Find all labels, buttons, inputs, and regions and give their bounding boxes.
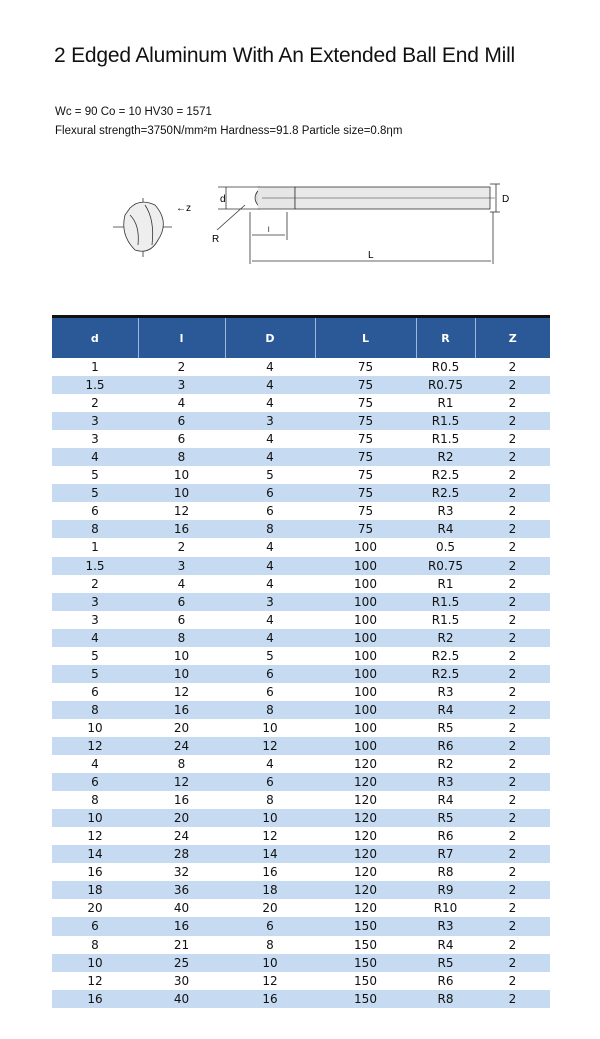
cell-l: 28 [138, 845, 225, 863]
cell-l: 21 [173, 937, 190, 952]
cell-L: 75 [315, 412, 416, 430]
cell-d: 5 [91, 648, 99, 663]
cell-d: 4 [52, 448, 138, 466]
cell-R: R2 [416, 448, 475, 466]
cell-D: 4 [225, 629, 315, 647]
cell-R: R7 [416, 845, 475, 863]
cell-l: 3 [138, 376, 225, 394]
table-row [52, 755, 550, 773]
cell-l: 3 [138, 557, 225, 575]
cell-l: 8 [177, 757, 186, 772]
cell-l: 36 [138, 881, 225, 899]
cell-D: 16 [225, 990, 315, 1008]
cell-l: 12 [138, 773, 225, 791]
cell-Z: 2 [475, 845, 550, 863]
cell-R: R3 [437, 684, 454, 699]
cell-L: 100 [315, 557, 416, 575]
cell-d: 3 [91, 432, 99, 447]
cell-D: 6 [225, 773, 315, 791]
column-header-Z: Z [475, 318, 550, 358]
cell-Z: 2 [475, 990, 550, 1008]
cell-Z: 2 [475, 773, 550, 791]
d-label: d [220, 194, 226, 205]
cell-R: R6 [437, 973, 454, 988]
cell-d: 5 [91, 468, 99, 483]
cell-R: R6 [437, 829, 454, 844]
cell-Z: 2 [475, 520, 550, 538]
cell-L: 100 [354, 648, 377, 663]
cell-R: R6 [416, 737, 475, 755]
table-row [52, 557, 550, 575]
cell-L: 75 [315, 448, 416, 466]
table-row [52, 611, 550, 629]
table-row [52, 845, 550, 863]
cell-L: 150 [354, 973, 377, 988]
cell-L: 75 [357, 468, 374, 483]
cell-d: 4 [52, 629, 138, 647]
table-row [52, 412, 550, 430]
cell-d: 5 [52, 484, 138, 502]
cell-l: 40 [138, 990, 225, 1008]
table-row [52, 990, 550, 1008]
cell-R: R4 [437, 937, 454, 952]
cell-L: 150 [315, 990, 416, 1008]
cell-Z: 2 [475, 809, 550, 827]
cell-d: 2 [91, 576, 99, 591]
cell-L: 100 [354, 612, 377, 627]
cell-L: 75 [315, 484, 416, 502]
column-header-L: L [315, 318, 416, 358]
cell-l: 8 [138, 629, 225, 647]
cell-l: 40 [173, 901, 190, 916]
cell-Z: 2 [475, 593, 550, 611]
cell-R: R9 [416, 881, 475, 899]
cell-R: R5 [437, 720, 454, 735]
R-label: R [212, 234, 220, 245]
cell-L: 120 [354, 901, 377, 916]
cell-Z: 2 [475, 484, 550, 502]
cell-l: 12 [173, 684, 190, 699]
cell-d: 10 [52, 809, 138, 827]
table-row [52, 575, 550, 593]
cell-D: 8 [225, 520, 315, 538]
cell-Z: 2 [475, 376, 550, 394]
cell-d: 1.5 [52, 376, 138, 394]
table-row [52, 394, 550, 412]
cell-d: 3 [91, 612, 99, 627]
cell-d: 6 [91, 504, 99, 519]
cell-D: 4 [225, 557, 315, 575]
cell-Z: 2 [508, 720, 517, 735]
cell-l: 24 [138, 737, 225, 755]
cell-D: 8 [266, 793, 274, 808]
cell-d: 20 [87, 901, 103, 916]
cell-D: 4 [266, 432, 274, 447]
column-header-d: d [52, 318, 138, 358]
cell-R: R3 [437, 504, 454, 519]
column-header-R: R [416, 318, 475, 358]
cell-D: 16 [262, 865, 278, 880]
cell-l: 16 [138, 520, 225, 538]
cell-l: 2 [177, 360, 186, 375]
cell-R: R4 [416, 520, 475, 538]
cell-R: R1.5 [416, 412, 475, 430]
l-label: l [268, 227, 270, 234]
z-label: ←z [176, 203, 191, 214]
cell-D: 3 [225, 412, 315, 430]
table-row [52, 538, 550, 556]
cell-d: 8 [52, 701, 138, 719]
cell-l: 30 [173, 973, 190, 988]
cell-d: 2 [91, 396, 99, 411]
cell-Z: 2 [475, 954, 550, 972]
cell-Z: 2 [508, 468, 517, 483]
cell-L: 100 [354, 540, 377, 555]
cell-Z: 2 [475, 881, 550, 899]
cell-l: 6 [138, 593, 225, 611]
cell-d: 12 [87, 829, 103, 844]
table-row [52, 448, 550, 466]
composition-spec: Wc = 90 Co = 10 HV30 = 1571 [55, 106, 212, 118]
cell-R: R2 [416, 629, 475, 647]
cell-D: 4 [266, 540, 274, 555]
table-row [52, 954, 550, 972]
cell-R: R0.75 [416, 376, 475, 394]
table-row [52, 502, 550, 520]
table-row [52, 593, 550, 611]
cell-d: 12 [87, 973, 103, 988]
table-row [52, 520, 550, 538]
cell-R: R2.5 [431, 468, 460, 483]
cell-L: 100 [354, 720, 377, 735]
cell-D: 8 [225, 701, 315, 719]
cell-l: 12 [173, 504, 190, 519]
cell-l: 10 [173, 648, 190, 663]
cell-L: 120 [315, 809, 416, 827]
cell-L: 100 [315, 629, 416, 647]
cell-D: 18 [225, 881, 315, 899]
cell-d: 10 [87, 720, 103, 735]
table-row [52, 899, 550, 917]
cell-Z: 2 [508, 901, 517, 916]
table-row [52, 358, 550, 376]
cell-Z: 2 [475, 448, 550, 466]
cell-Z: 2 [508, 793, 517, 808]
cell-d: 12 [52, 737, 138, 755]
cell-Z: 2 [508, 648, 517, 663]
cell-D: 6 [225, 917, 315, 935]
cell-l: 6 [177, 432, 186, 447]
cell-Z: 2 [508, 504, 517, 519]
table-row [52, 430, 550, 448]
cell-L: 150 [315, 917, 416, 935]
cell-L: 150 [315, 954, 416, 972]
cell-Z: 2 [508, 829, 517, 844]
table-row [52, 881, 550, 899]
cell-R: R1.5 [416, 593, 475, 611]
cell-d: 4 [91, 757, 99, 772]
cell-L: 120 [315, 881, 416, 899]
cell-d: 1 [91, 360, 99, 375]
cell-d: 14 [52, 845, 138, 863]
cell-L: 75 [357, 360, 374, 375]
cell-L: 100 [354, 576, 377, 591]
page-title: 2 Edged Aluminum With An Extended Ball End Mill [54, 44, 516, 67]
table-row [52, 701, 550, 719]
cell-d: 1 [91, 540, 99, 555]
cell-R: R2 [437, 757, 454, 772]
cell-d: 1.5 [52, 557, 138, 575]
cell-l: 16 [173, 793, 190, 808]
column-header-l: l [138, 318, 225, 358]
cell-Z: 2 [508, 540, 517, 555]
cell-D: 12 [262, 829, 278, 844]
cell-l: 25 [138, 954, 225, 972]
cell-Z: 2 [475, 701, 550, 719]
cell-d: 6 [91, 684, 99, 699]
column-header-D: D [225, 318, 315, 358]
cell-D: 20 [262, 901, 278, 916]
cell-R: R5 [416, 809, 475, 827]
cell-Z: 2 [508, 937, 517, 952]
cell-R: R3 [416, 773, 475, 791]
cell-L: 100 [315, 737, 416, 755]
cell-D: 10 [225, 954, 315, 972]
cell-l: 20 [173, 720, 190, 735]
cell-Z: 2 [508, 612, 517, 627]
cell-R: R4 [416, 701, 475, 719]
cell-Z: 2 [475, 557, 550, 575]
cell-D: 6 [225, 665, 315, 683]
cell-D: 3 [225, 593, 315, 611]
cell-L: 100 [354, 684, 377, 699]
cell-L: 100 [315, 701, 416, 719]
table-row [52, 737, 550, 755]
cell-Z: 2 [508, 757, 517, 772]
cell-D: 14 [225, 845, 315, 863]
cell-l: 16 [138, 701, 225, 719]
table-row [52, 972, 550, 990]
table-row [52, 863, 550, 881]
mechanical-spec: Flexural strength=3750N/mm²m Hardness=91.8 Particle size=0.8ηm [55, 125, 403, 137]
cell-R: R5 [416, 954, 475, 972]
L-label: L [368, 250, 374, 261]
cell-D: 12 [262, 973, 278, 988]
cell-D: 6 [266, 504, 274, 519]
cell-R: R2.5 [416, 665, 475, 683]
cell-R: R1.5 [431, 432, 460, 447]
cell-D: 4 [266, 396, 274, 411]
cell-R: R0.5 [431, 360, 460, 375]
table-row [52, 719, 550, 737]
cell-L: 120 [354, 865, 377, 880]
cell-d: 6 [52, 773, 138, 791]
table-row [52, 827, 550, 845]
cell-L: 120 [354, 829, 377, 844]
cell-D: 5 [266, 468, 274, 483]
cell-d: 16 [87, 865, 103, 880]
cell-d: 8 [91, 793, 99, 808]
cell-Z: 2 [508, 396, 517, 411]
end-mill-drawing [0, 160, 600, 270]
cell-d: 3 [52, 412, 138, 430]
cell-Z: 2 [475, 737, 550, 755]
table-row [52, 665, 550, 683]
cell-l: 4 [177, 396, 186, 411]
cell-R: R1 [437, 576, 454, 591]
end-view-icon [113, 198, 172, 257]
cell-D: 5 [266, 648, 274, 663]
cell-Z: 2 [475, 412, 550, 430]
table-row [52, 466, 550, 484]
cell-L: 75 [357, 504, 374, 519]
table-row [52, 683, 550, 701]
table-row [52, 629, 550, 647]
cell-R: R1 [437, 396, 454, 411]
table-row [52, 791, 550, 809]
cell-R: R10 [433, 901, 458, 916]
cell-D: 10 [262, 720, 278, 735]
table-row [52, 809, 550, 827]
cell-L: 75 [315, 520, 416, 538]
cell-R: R2.5 [431, 648, 460, 663]
table-row [52, 917, 550, 935]
D-label: D [502, 194, 510, 205]
cell-l: 10 [138, 484, 225, 502]
specification-table [52, 315, 550, 1008]
cell-d: 5 [52, 665, 138, 683]
cell-l: 4 [177, 576, 186, 591]
cell-D: 6 [266, 684, 274, 699]
cell-L: 75 [357, 432, 374, 447]
cell-D: 4 [266, 360, 274, 375]
cell-Z: 2 [475, 665, 550, 683]
cell-D: 4 [225, 376, 315, 394]
cell-L: 75 [357, 396, 374, 411]
cell-l: 6 [138, 412, 225, 430]
cell-L: 120 [354, 757, 377, 772]
cell-Z: 2 [508, 684, 517, 699]
cell-R: R8 [437, 865, 454, 880]
cell-D: 10 [225, 809, 315, 827]
cell-D: 6 [225, 484, 315, 502]
cell-R: R4 [437, 793, 454, 808]
cell-D: 4 [266, 576, 274, 591]
cell-R: R2.5 [416, 484, 475, 502]
cell-d: 8 [91, 937, 99, 952]
cell-Z: 2 [508, 432, 517, 447]
cell-d: 16 [52, 990, 138, 1008]
cell-L: 120 [354, 793, 377, 808]
cell-Z: 2 [508, 865, 517, 880]
cell-D: 4 [225, 448, 315, 466]
cell-l: 24 [173, 829, 190, 844]
cell-D: 4 [266, 757, 274, 772]
cell-l: 16 [138, 917, 225, 935]
cell-Z: 2 [508, 973, 517, 988]
table-row [52, 647, 550, 665]
cell-R: R0.75 [416, 557, 475, 575]
cell-R: R8 [416, 990, 475, 1008]
cell-L: 120 [315, 845, 416, 863]
table-row [52, 376, 550, 394]
cell-d: 6 [52, 917, 138, 935]
cell-L: 150 [354, 937, 377, 952]
cell-d: 8 [52, 520, 138, 538]
cell-Z: 2 [508, 360, 517, 375]
cell-d: 10 [52, 954, 138, 972]
cell-d: 3 [52, 593, 138, 611]
cell-D: 4 [266, 612, 274, 627]
cell-Z: 2 [475, 629, 550, 647]
cell-R: R3 [416, 917, 475, 935]
cell-L: 75 [315, 376, 416, 394]
cell-l: 6 [177, 612, 186, 627]
cell-l: 8 [138, 448, 225, 466]
cell-l: 2 [177, 540, 186, 555]
cell-L: 100 [315, 665, 416, 683]
cell-l: 10 [173, 468, 190, 483]
cell-l: 32 [173, 865, 190, 880]
table-row [52, 484, 550, 502]
cell-D: 8 [266, 937, 274, 952]
table-row [52, 773, 550, 791]
cell-R: R1.5 [431, 612, 460, 627]
cell-l: 20 [138, 809, 225, 827]
cell-l: 10 [138, 665, 225, 683]
cell-L: 120 [315, 773, 416, 791]
cell-L: 100 [315, 593, 416, 611]
cell-R: 0.5 [435, 540, 456, 555]
cell-D: 12 [225, 737, 315, 755]
table-row [52, 936, 550, 954]
cell-Z: 2 [508, 576, 517, 591]
cell-Z: 2 [475, 917, 550, 935]
cell-d: 18 [52, 881, 138, 899]
